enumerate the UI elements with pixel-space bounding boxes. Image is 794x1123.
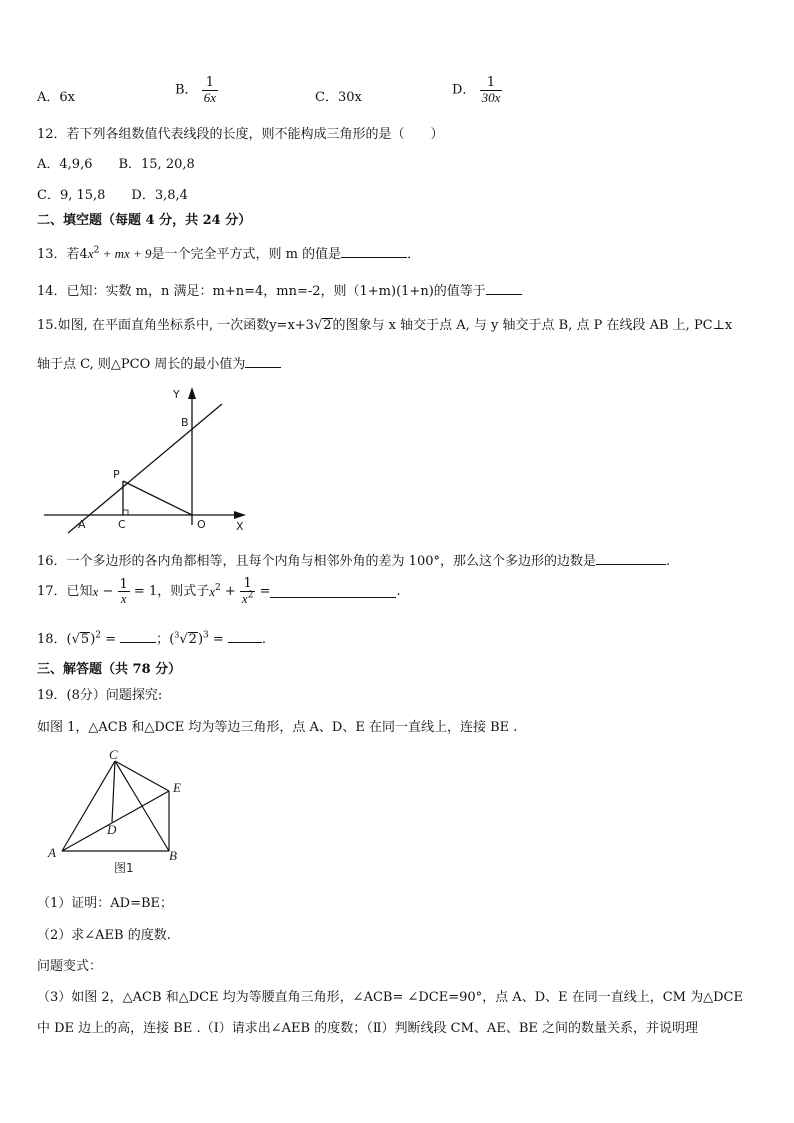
q15-line2 xyxy=(37,356,281,373)
q17-end: . xyxy=(396,583,401,599)
segment-ae xyxy=(62,791,169,851)
q18-part2-close: ) xyxy=(197,632,204,647)
option-label: B． xyxy=(175,82,198,98)
label-b: B xyxy=(181,416,189,429)
q13-suffix: 是一个完全平方式，则 m 的值是 xyxy=(151,247,342,262)
q15-line1 xyxy=(37,318,732,334)
q17-x2: x xyxy=(209,583,216,599)
sqrt-sign: √ xyxy=(179,632,188,647)
q17-eq2: = xyxy=(255,583,271,599)
fraction xyxy=(202,76,218,104)
q13-answer-blank[interactable] xyxy=(341,246,407,258)
sqrt-sign: √ xyxy=(313,318,323,333)
segment-ce xyxy=(115,761,169,791)
denominator: x xyxy=(120,591,127,607)
q13 xyxy=(37,246,420,263)
q18-exp1: 2 xyxy=(95,630,101,641)
q14 xyxy=(37,283,522,300)
q17-prefix: 17．已知 xyxy=(37,583,93,599)
q18-blank-2[interactable] xyxy=(228,631,262,643)
segment-po xyxy=(123,481,192,515)
segment-cd xyxy=(112,761,115,822)
label-d: D xyxy=(107,822,117,837)
label-e: E xyxy=(173,780,181,795)
section-heading-fill-in: 二、填空题（每题 4 分，共 24 分） xyxy=(37,213,252,228)
q18-part1-close: ) xyxy=(90,632,96,647)
numerator: 1 xyxy=(240,577,256,592)
y-axis-arrow-icon xyxy=(188,387,196,399)
numerator: 1 xyxy=(480,76,503,91)
q18-exp2: 3 xyxy=(203,630,209,641)
q13-exp: 2 xyxy=(93,245,100,256)
section-heading-solutions: 三、解答题（共 78 分） xyxy=(37,662,182,677)
label-x: X xyxy=(236,520,244,533)
q15-text-b: 的图象与 x 轴交于点 A, 与 y 轴交于点 B, 点 P 在线段 AB 上, PC⊥x xyxy=(332,318,733,333)
q13-prefix: 13．若 xyxy=(37,247,80,262)
q19-part2: （2）求∠AEB 的度数. xyxy=(37,928,171,943)
q14-answer-blank[interactable] xyxy=(486,283,522,295)
q18-sep: ； xyxy=(156,632,170,647)
q15-answer-blank[interactable] xyxy=(245,356,281,368)
figure-caption: 图1 xyxy=(114,861,134,875)
q17-answer-blank[interactable] xyxy=(270,586,396,598)
label-a: A xyxy=(48,845,56,860)
denominator-exp: 2 xyxy=(247,590,254,601)
q12-options-row1: A．4,9,6 B．15, 20,8 xyxy=(37,157,195,172)
q19-header: 19．(8分）问题探究: xyxy=(37,688,163,703)
x-axis-arrow-icon xyxy=(234,511,246,519)
fraction xyxy=(480,76,503,104)
numerator: 1 xyxy=(119,576,128,592)
q13-coef: 4 xyxy=(79,247,88,262)
option-value: 30x xyxy=(337,90,362,105)
q14-text: 14．已知：实数 m，n 满足：m+n=4，mn=-2，则（1+m)(1+n)的值等于 xyxy=(37,284,486,299)
q17-plus: + xyxy=(220,583,240,599)
q11-option-d xyxy=(452,76,502,104)
label-b: B xyxy=(169,848,177,863)
q18-root-index: 3 xyxy=(174,630,180,640)
denominator-var: x xyxy=(241,590,248,606)
figure-1 xyxy=(44,748,194,878)
label-y: Y xyxy=(173,388,180,401)
q17-mid: ，则式子 xyxy=(157,583,210,599)
q15-text-a: 15.如图, 在平面直角坐标系中, 一次函数y=x+3 xyxy=(37,318,314,333)
option-label: C． xyxy=(315,90,338,105)
q17-fraction-2 xyxy=(240,577,256,606)
q13-end: ． xyxy=(407,247,421,262)
q17-eq1: = 1 xyxy=(129,583,158,599)
denominator xyxy=(240,592,256,607)
q18 xyxy=(37,631,266,648)
q18-end: . xyxy=(261,632,267,647)
denominator: 30x xyxy=(481,89,501,105)
label-o: O xyxy=(197,518,206,531)
q16-end: . xyxy=(666,554,671,569)
q16-text: 16．一个多边形的各内角都相等，且每个内角与相邻外角的差为 100°，那么这个多边形的边数是 xyxy=(37,554,596,569)
q18-eq1: = xyxy=(101,632,121,647)
q11-option-a xyxy=(37,90,75,106)
q15-radicand: 2 xyxy=(323,318,332,333)
q18-eq2: = xyxy=(208,632,228,647)
q17-exp: 2 xyxy=(215,582,221,593)
q18-blank-1[interactable] xyxy=(120,631,156,643)
q18-prefix: 18． xyxy=(37,632,67,647)
q18-part1-open: (√ xyxy=(66,632,80,647)
q19-intro: 如图 1，△ACB 和△DCE 均为等边三角形，点 A、D、E 在同一直线上，连接 BE . xyxy=(37,720,518,735)
q17-minus: − xyxy=(98,583,118,599)
option-label: A． xyxy=(37,90,60,105)
q11-option-c xyxy=(315,90,362,106)
q16 xyxy=(37,553,670,570)
q11-option-b xyxy=(175,76,218,104)
q17-fraction-1 xyxy=(118,578,130,606)
q18-part2-open: ( xyxy=(169,632,175,647)
segment-ac xyxy=(62,761,115,851)
denominator: 6x xyxy=(203,89,216,105)
q19-part3-line2: 中 DE 边上的高，连接 BE .（Ⅰ）请求出∠AEB 的度数；（Ⅱ）判断线段 CM、AE、BE 之间的数量关系，并说明理 xyxy=(37,1021,698,1036)
numerator: 1 xyxy=(202,76,218,91)
option-value: 6x xyxy=(59,90,75,105)
q12-options-row2: C．9, 15,8 D．3,8,4 xyxy=(37,188,188,203)
option-label: D． xyxy=(452,82,476,98)
q19-variant-heading: 问题变式： xyxy=(37,959,103,974)
q16-answer-blank[interactable] xyxy=(596,553,666,565)
q15-text: 轴于点 C, 则△PCO 周长的最小值为 xyxy=(37,357,246,372)
label-c: C xyxy=(118,518,126,531)
q13-var: x xyxy=(87,246,94,261)
q19-part3-line1: （3）如图 2，△ACB 和△DCE 均为等腰直角三角形，∠ACB= ∠DCE=90°，点 A、D、E 在同一直线上，CM 为△DCE xyxy=(37,990,743,1005)
q18-part2-radicand: 2 xyxy=(188,632,197,647)
q17-x: x xyxy=(92,583,99,599)
q12-stem: 12．若下列各组数值代表线段的长度，则不能构成三角形的是（ ） xyxy=(37,127,444,142)
line-ab xyxy=(68,404,222,533)
label-a: A xyxy=(78,518,86,531)
label-c: C xyxy=(109,748,118,762)
label-p: P xyxy=(113,468,120,481)
q13-terms: + mx + 9 xyxy=(99,246,152,261)
q15-coordinate-figure xyxy=(40,385,260,535)
q19-part1: （1）证明：AD=BE； xyxy=(37,896,174,911)
q17 xyxy=(37,577,401,606)
right-angle-mark xyxy=(123,510,128,515)
q18-part1-radicand: 5 xyxy=(80,632,90,647)
